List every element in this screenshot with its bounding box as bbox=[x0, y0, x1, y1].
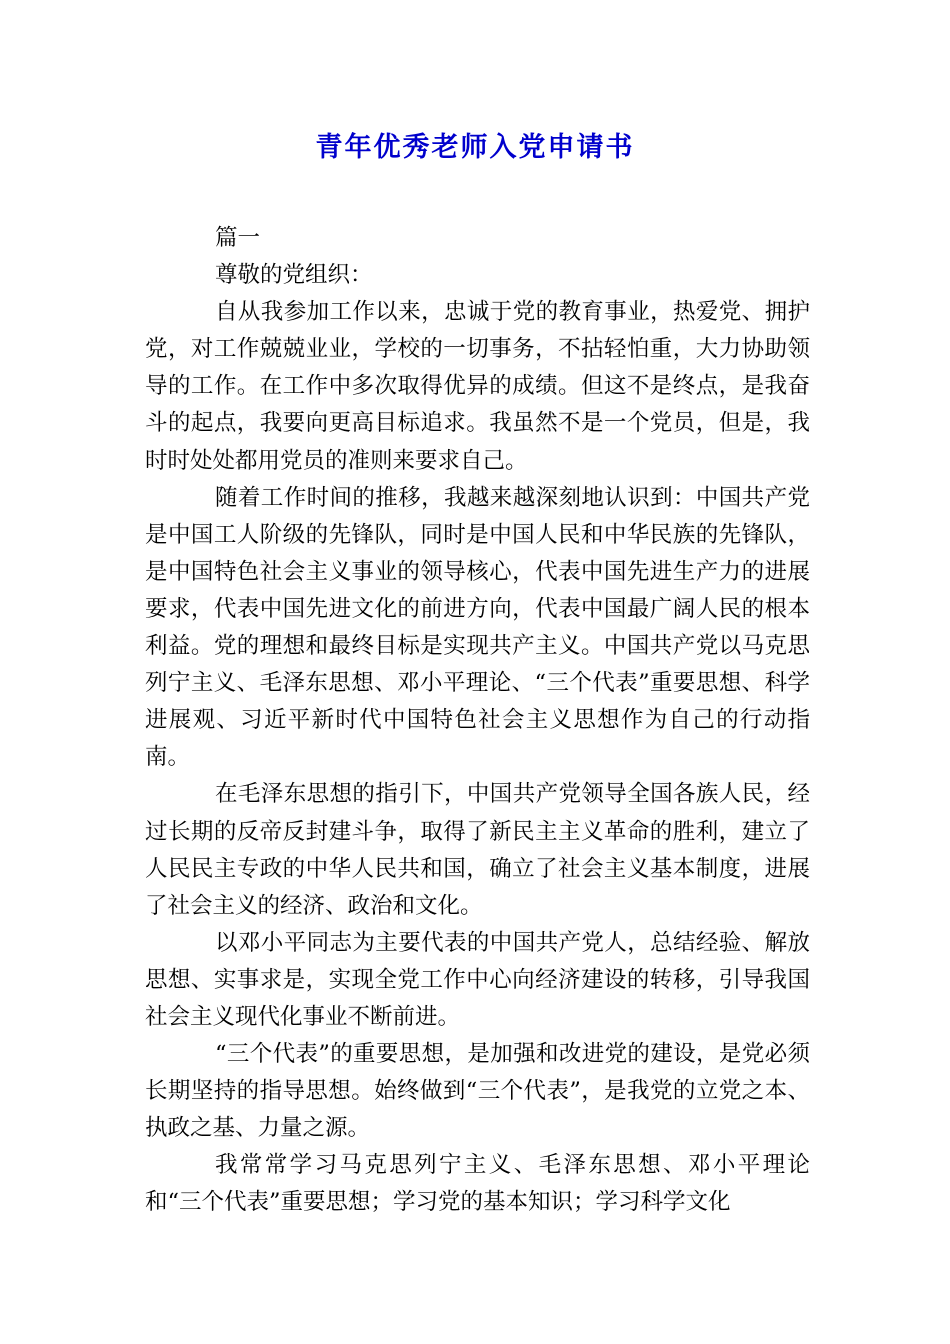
section-heading: 篇一 bbox=[215, 225, 261, 251]
paragraph: 以邓小平同志为主要代表的中国共产党人，总结经验、解放思想、实事求是，实现全党工作中心向经济建设的转移，引导我国社会主义现代化事业不断前进。 bbox=[145, 929, 810, 1030]
paragraph: 随着工作时间的推移，我越来越深刻地认识到：中国共产党是中国工人阶级的先锋队，同时是中国人民和中华民族的先锋队，是中国特色社会主义事业的领导核心，代表中国先进生产力的进展要求，代表中国先进文化的前进方向，代表中国最广阔人民的根本利益。党的理想和最终目标是实现共产主义。中国共产党以马克思列宁主义、毛泽东思想、邓小平理论、“三个代表”重要思想、科学进展观、习近平新时代中国特色社会主义思想作为自己的行动指南。 bbox=[145, 484, 810, 771]
document-body bbox=[145, 220, 810, 1222]
paragraph: 自从我参加工作以来，忠诚于党的教育事业，热爱党、拥护党，对工作兢兢业业，学校的一切事务，不拈轻怕重，大力协助领导的工作。在工作中多次取得优异的成绩。但这不是终点，是我奋斗的起点，我要向更高目标追求。我虽然不是一个党员，但是，我时时处处都用党员的准则来要求自己。 bbox=[145, 299, 810, 474]
document-title: 青年优秀老师入党申请书 bbox=[315, 132, 635, 163]
paragraph: 我常常学习马克思列宁主义、毛泽东思想、邓小平理论和“三个代表”重要思想；学习党的基本知识；学习科学文化 bbox=[145, 1152, 810, 1216]
salutation: 尊敬的党组织： bbox=[215, 262, 373, 289]
paragraph: 在毛泽东思想的指引下，中国共产党领导全国各族人民，经过长期的反帝反封建斗争，取得了新民主主义革命的胜利，建立了人民民主专政的中华人民共和国，确立了社会主义基本制度，进展了社会主义的经济、政治和文化。 bbox=[145, 781, 810, 919]
paragraph: “三个代表”的重要思想，是加强和改进党的建设，是党必须长期坚持的指导思想。始终做到“三个代表”，是我党的立党之本、执政之基、力量之源。 bbox=[145, 1041, 810, 1142]
